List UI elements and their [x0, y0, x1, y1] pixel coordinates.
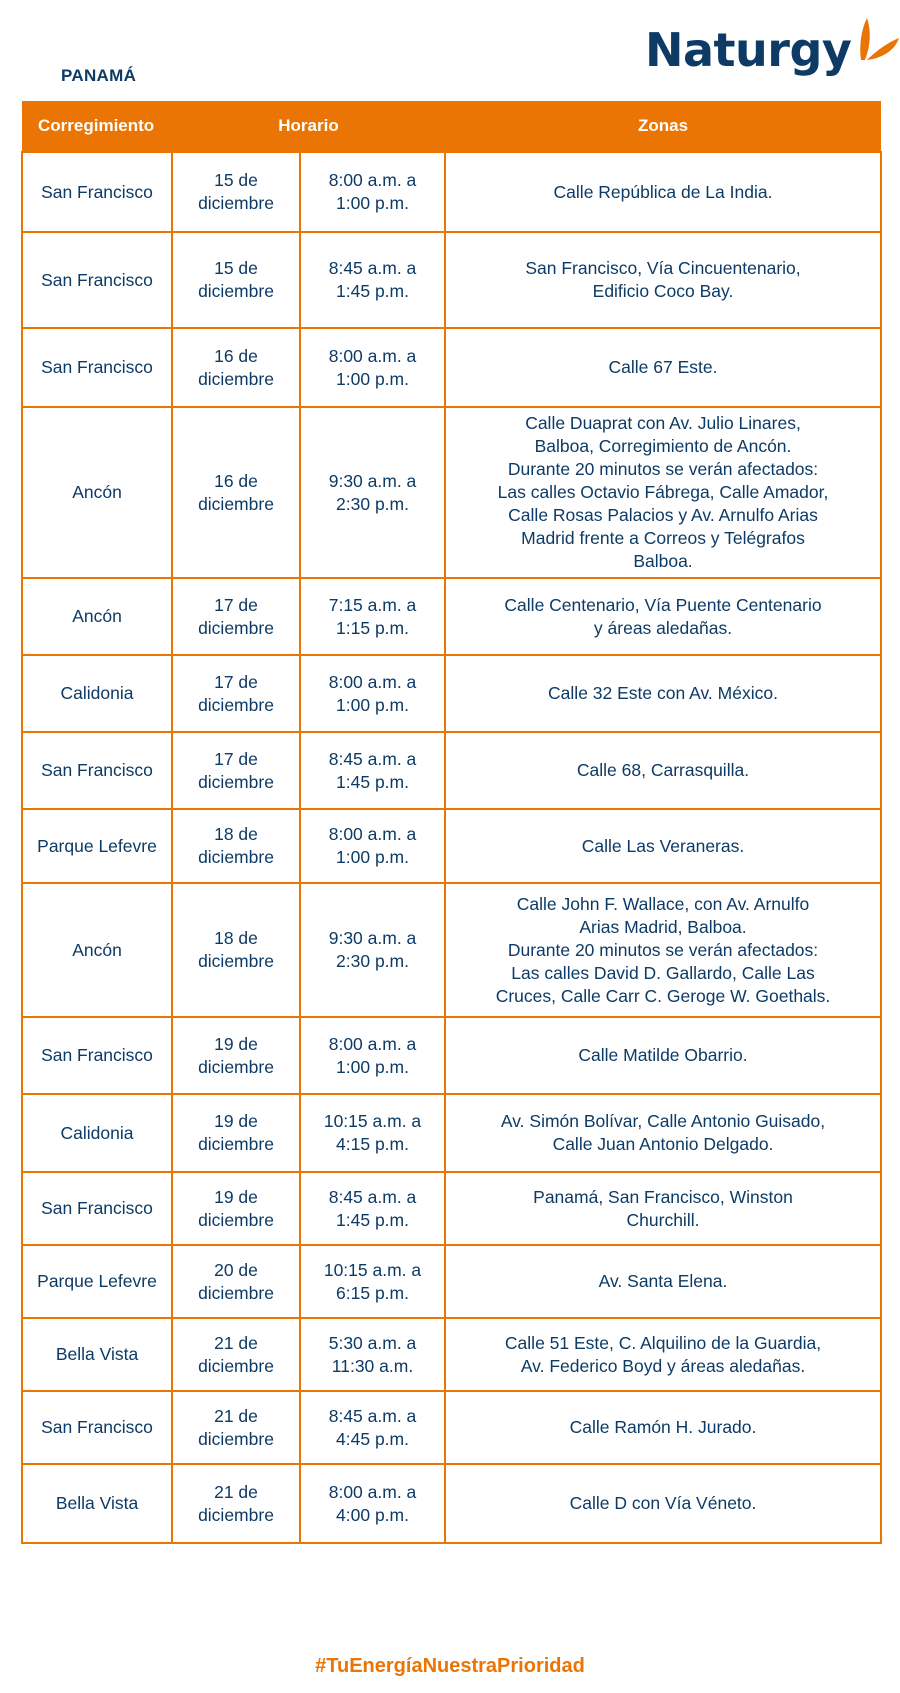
table-row	[22, 232, 881, 328]
corregimiento-cell: Calidonia	[22, 655, 172, 732]
time-cell: 9:30 a.m. a 2:30 p.m.	[300, 407, 445, 578]
hashtag-footer: #TuEnergíaNuestraPrioridad	[315, 1655, 585, 1677]
table-header-row	[22, 101, 881, 152]
date-cell: 19 de diciembre	[172, 1094, 300, 1172]
corregimiento-cell: San Francisco	[22, 732, 172, 809]
corregimiento-cell: Bella Vista	[22, 1318, 172, 1391]
date-cell: 15 de diciembre	[172, 232, 300, 328]
page-header	[0, 0, 900, 100]
time-cell: 5:30 a.m. a 11:30 a.m.	[300, 1318, 445, 1391]
table-row	[22, 1172, 881, 1245]
col-corregimiento-header: Corregimiento	[22, 101, 172, 152]
time-cell: 8:00 a.m. a 4:00 p.m.	[300, 1464, 445, 1543]
table-row	[22, 1017, 881, 1094]
table-row	[22, 1094, 881, 1172]
table-row	[22, 1391, 881, 1464]
table-row	[22, 732, 881, 809]
date-cell: 19 de diciembre	[172, 1017, 300, 1094]
zones-cell: Calle República de La India.	[445, 152, 881, 232]
corregimiento-cell: Bella Vista	[22, 1464, 172, 1543]
corregimiento-cell: San Francisco	[22, 232, 172, 328]
zones-cell: Calle Matilde Obarrio.	[445, 1017, 881, 1094]
corregimiento-cell: Ancón	[22, 578, 172, 655]
time-cell: 7:15 a.m. a 1:15 p.m.	[300, 578, 445, 655]
zones-cell: Av. Santa Elena.	[445, 1245, 881, 1318]
zones-cell: Calle Ramón H. Jurado.	[445, 1391, 881, 1464]
table-row	[22, 578, 881, 655]
time-cell: 8:45 a.m. a 4:45 p.m.	[300, 1391, 445, 1464]
zones-cell: Panamá, San Francisco, Winston Churchill.	[445, 1172, 881, 1245]
time-cell: 8:00 a.m. a 1:00 p.m.	[300, 328, 445, 407]
date-cell: 17 de diciembre	[172, 655, 300, 732]
zones-cell: Calle 32 Este con Av. México.	[445, 655, 881, 732]
corregimiento-cell: San Francisco	[22, 1017, 172, 1094]
corregimiento-cell: Parque Lefevre	[22, 809, 172, 883]
table-row	[22, 883, 881, 1017]
table-body	[22, 152, 881, 1543]
col-zonas-header: Zonas	[445, 101, 881, 152]
date-cell: 15 de diciembre	[172, 152, 300, 232]
date-cell: 16 de diciembre	[172, 328, 300, 407]
time-cell: 8:00 a.m. a 1:00 p.m.	[300, 655, 445, 732]
date-cell: 17 de diciembre	[172, 578, 300, 655]
date-cell: 18 de diciembre	[172, 809, 300, 883]
zones-cell: Av. Simón Bolívar, Calle Antonio Guisado, Calle Juan Antonio Delgado.	[445, 1094, 881, 1172]
zones-cell: Calle Duaprat con Av. Julio Linares, Balboa, Corregimiento de Ancón. Durante 20 minutos se verán afectados: Las calles Octavio Fábrega, Calle Amador, Calle Rosas Palacios y Av. Arnulfo Arias Madrid frente a Correos y Telégrafos Balboa.	[445, 407, 881, 578]
time-cell: 10:15 a.m. a 6:15 p.m.	[300, 1245, 445, 1318]
date-cell: 18 de diciembre	[172, 883, 300, 1017]
table-row	[22, 1245, 881, 1318]
date-cell: 20 de diciembre	[172, 1245, 300, 1318]
table-row	[22, 407, 881, 578]
time-cell: 9:30 a.m. a 2:30 p.m.	[300, 883, 445, 1017]
time-cell: 8:45 a.m. a 1:45 p.m.	[300, 732, 445, 809]
date-cell: 21 de diciembre	[172, 1318, 300, 1391]
corregimiento-cell: Ancón	[22, 407, 172, 578]
zones-cell: Calle 67 Este.	[445, 328, 881, 407]
time-cell: 8:45 a.m. a 1:45 p.m.	[300, 1172, 445, 1245]
date-cell: 17 de diciembre	[172, 732, 300, 809]
corregimiento-cell: Parque Lefevre	[22, 1245, 172, 1318]
table-row	[22, 1464, 881, 1543]
date-cell: 21 de diciembre	[172, 1391, 300, 1464]
logo-text: Naturgy	[645, 23, 852, 77]
table-row	[22, 1318, 881, 1391]
table-row	[22, 152, 881, 232]
time-cell: 8:00 a.m. a 1:00 p.m.	[300, 809, 445, 883]
zones-cell: Calle Centenario, Vía Puente Centenario y áreas aledañas.	[445, 578, 881, 655]
table-row	[22, 809, 881, 883]
zones-cell: Calle John F. Wallace, con Av. Arnulfo Arias Madrid, Balboa. Durante 20 minutos se verán afectados: Las calles David D. Gallardo, Calle Las Cruces, Calle Carr C. Geroge W. Goethals.	[445, 883, 881, 1017]
corregimiento-cell: Calidonia	[22, 1094, 172, 1172]
zones-cell: Calle D con Vía Véneto.	[445, 1464, 881, 1543]
corregimiento-cell: San Francisco	[22, 1391, 172, 1464]
date-cell: 19 de diciembre	[172, 1172, 300, 1245]
time-cell: 8:00 a.m. a 1:00 p.m.	[300, 152, 445, 232]
butterfly-icon	[855, 16, 900, 67]
zones-cell: Calle 68, Carrasquilla.	[445, 732, 881, 809]
date-cell: 21 de diciembre	[172, 1464, 300, 1543]
corregimiento-cell: Ancón	[22, 883, 172, 1017]
schedule-table	[21, 101, 882, 1544]
table-row	[22, 655, 881, 732]
time-cell: 8:45 a.m. a 1:45 p.m.	[300, 232, 445, 328]
zones-cell: San Francisco, Vía Cincuentenario, Edificio Coco Bay.	[445, 232, 881, 328]
zones-cell: Calle Las Veraneras.	[445, 809, 881, 883]
col-horario-header: Horario	[172, 101, 445, 152]
corregimiento-cell: San Francisco	[22, 152, 172, 232]
time-cell: 8:00 a.m. a 1:00 p.m.	[300, 1017, 445, 1094]
naturgy-logo	[645, 14, 885, 86]
corregimiento-cell: San Francisco	[22, 328, 172, 407]
zones-cell: Calle 51 Este, C. Alquilino de la Guardia, Av. Federico Boyd y áreas aledañas.	[445, 1318, 881, 1391]
time-cell: 10:15 a.m. a 4:15 p.m.	[300, 1094, 445, 1172]
corregimiento-cell: San Francisco	[22, 1172, 172, 1245]
date-cell: 16 de diciembre	[172, 407, 300, 578]
region-title: PANAMÁ	[61, 66, 137, 85]
table-row	[22, 328, 881, 407]
